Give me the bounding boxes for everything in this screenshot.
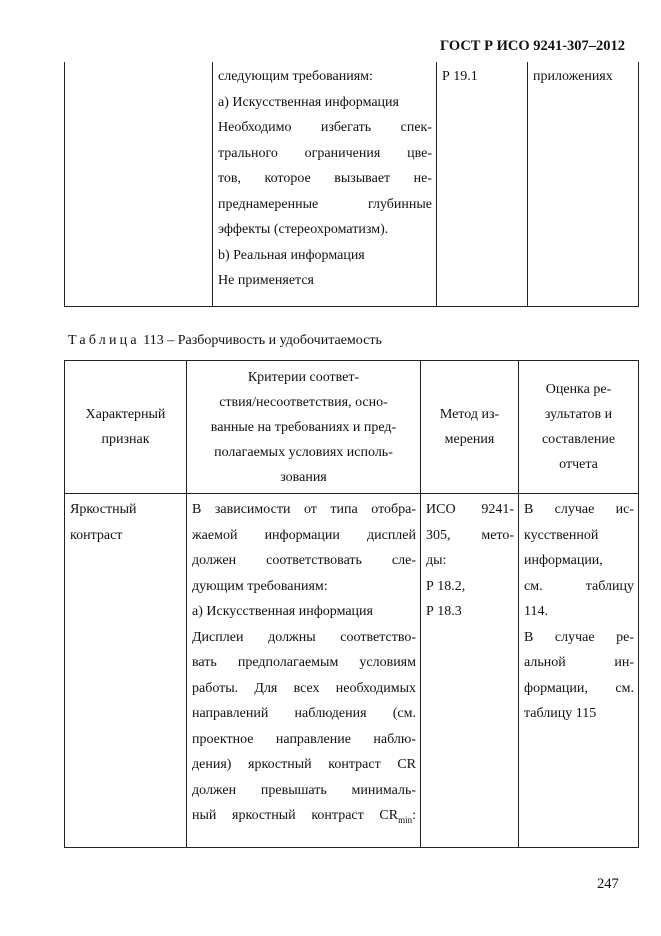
header-cell-criteria — [187, 361, 421, 494]
header-line: Оценка ре- — [545, 382, 612, 397]
cell-line: информации, — [524, 553, 603, 568]
cell-line: В случае ре- — [524, 629, 634, 645]
t1-line: b) Реальная информация — [218, 247, 365, 263]
cell-line: Р 18.3 — [426, 604, 462, 619]
cell-line: кусственной — [524, 527, 599, 543]
t1-line: эффекты (стереохроматизм). — [218, 222, 389, 237]
t1-col3-cell — [437, 62, 528, 306]
t1-line: преднамеренные глубинные — [218, 196, 432, 212]
cell-line: альной ин- — [524, 655, 634, 670]
caption-label: Таблица — [68, 333, 140, 348]
header-line: признак — [101, 432, 150, 447]
header-line: мерения — [444, 432, 495, 447]
cr-colon: : — [412, 808, 416, 823]
row-cell-feature — [65, 494, 187, 848]
cell-line: В случае ис- — [524, 502, 634, 517]
cell-line: жаемой информации дисплей — [192, 527, 416, 543]
cell-line: работы. Для всех необходимых — [192, 680, 416, 696]
cell-line: а) Искусственная информация — [192, 604, 373, 619]
cell-line: дения) яркостный контраст CR — [192, 757, 416, 772]
header-line: зования — [280, 469, 327, 485]
cell-line: дующим требованиям: — [192, 578, 328, 594]
header-line: ствия/несоответствия, осно- — [219, 394, 388, 410]
t1-line: а) Искусственная информация — [218, 94, 399, 110]
t1-line: тов, которое вызывает не- — [218, 171, 432, 186]
page-number: 247 — [597, 876, 619, 892]
cell-line: 305, мето- — [426, 527, 514, 543]
cell-line: формации, см. — [524, 680, 634, 696]
header-line: отчета — [559, 457, 598, 472]
t1-line: следующим требованиям: — [218, 69, 373, 84]
cell-line: направлений наблюдения (см. — [192, 706, 416, 721]
cr-text: ный яркостный контраст CR — [192, 808, 399, 823]
header-line: ванные на требованиях и пред- — [210, 419, 397, 435]
header-line: составление — [541, 432, 616, 447]
t1-line: Необходимо избегать спек- — [218, 120, 432, 135]
table-row — [65, 494, 639, 848]
t1-line: Не применяется — [218, 273, 314, 288]
cell-line: таблицу 115 — [524, 706, 597, 721]
cell-line: Дисплеи должны соответство- — [192, 629, 416, 645]
cell-line: должен соответствовать сле- — [192, 553, 416, 568]
cell-line: вать предполагаемым условиям — [192, 655, 416, 670]
t1-method: Р 19.1 — [442, 69, 478, 84]
cell-line: Р 18.2, — [426, 578, 466, 594]
header-cell-evaluation — [519, 361, 639, 494]
t1-col4-cell — [528, 62, 639, 306]
cell-line: проектное направление наблю- — [192, 731, 416, 747]
t1-col2-cell — [213, 62, 437, 306]
table-header-row — [65, 361, 639, 494]
header-line: зультатов и — [544, 407, 613, 422]
cell-line: ИСО 9241- — [426, 502, 514, 517]
row-cell-criteria — [187, 494, 421, 848]
document-header: ГОСТ Р ИСО 9241-307–2012 — [440, 38, 626, 54]
table-continuation — [64, 62, 639, 307]
cell-line: В зависимости от типа отобра- — [192, 502, 416, 517]
cell-line: ды: — [426, 553, 447, 568]
header-line: полагаемых условиях исполь- — [214, 444, 393, 460]
table-113 — [64, 360, 639, 848]
cell-line: должен превышать минималь- — [192, 782, 416, 798]
header-cell-method — [421, 361, 519, 494]
caption-text: 113 – Разборчивость и удобочитаемость — [143, 333, 382, 348]
cr-subscript: min — [398, 814, 413, 825]
cell-line: см. таблицу — [524, 578, 634, 594]
cell-line: контраст — [70, 527, 123, 543]
header-line: Метод из- — [439, 407, 500, 422]
cell-line-last — [192, 803, 416, 833]
row-cell-method — [421, 494, 519, 848]
t1-report: приложениях — [533, 69, 613, 84]
header-cell-feature — [65, 361, 187, 494]
cell-line: 114. — [524, 604, 548, 619]
header-line: Критерии соответ- — [247, 369, 360, 385]
t1-col1-cell — [65, 62, 213, 306]
cell-line: Яркостный — [70, 502, 137, 517]
header-line: Характерный — [85, 407, 166, 422]
row-cell-evaluation — [519, 494, 639, 848]
table-caption — [68, 333, 382, 349]
t1-line: трального ограничения цве- — [218, 145, 432, 161]
table-row — [65, 62, 639, 306]
